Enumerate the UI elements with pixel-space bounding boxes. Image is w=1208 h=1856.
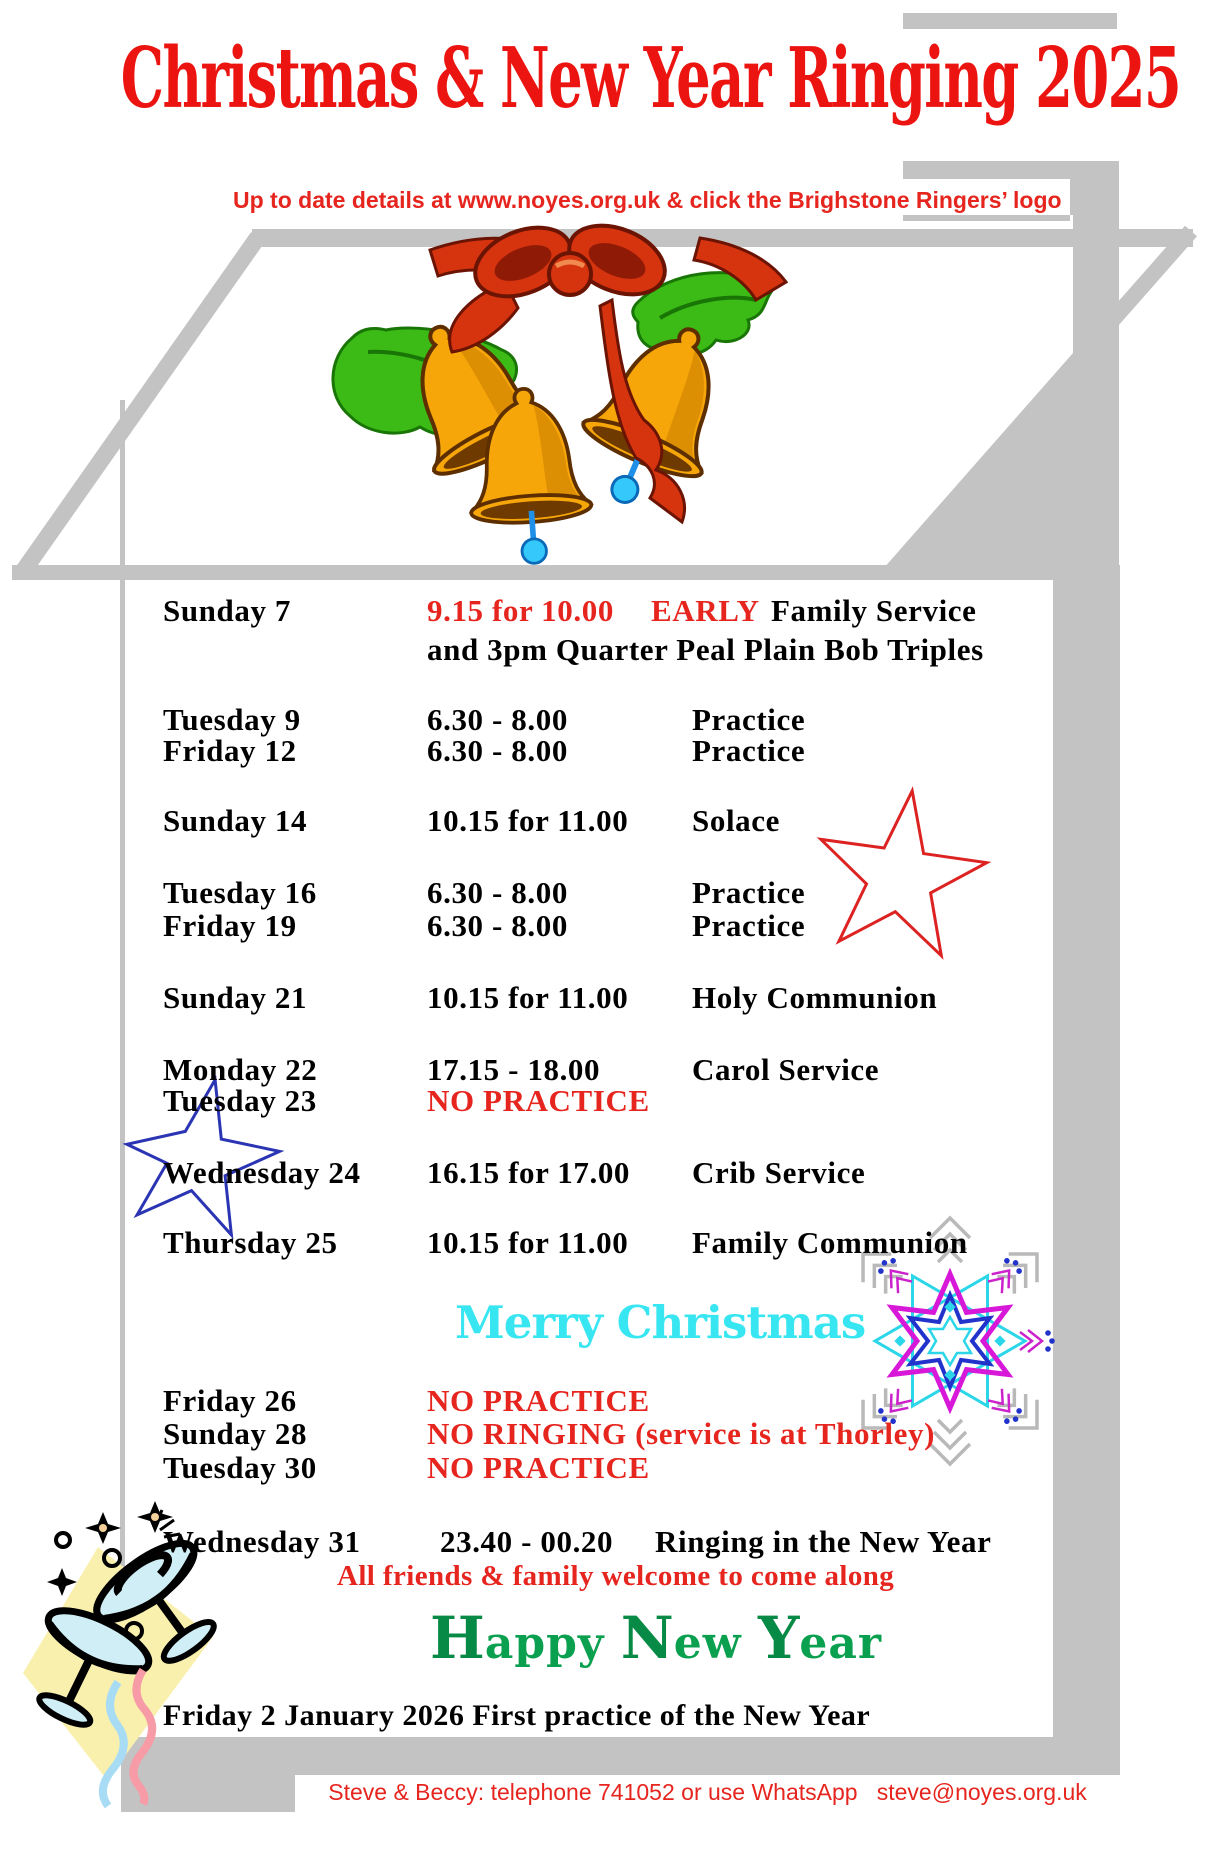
row-event: Ringing in the New Year <box>655 1524 992 1559</box>
row-no-practice: NO PRACTICE <box>427 1383 650 1418</box>
row-day: Sunday 14 <box>163 803 308 838</box>
row-day: Tuesday 16 <box>163 875 317 910</box>
row-day: Wednesday 31 <box>163 1524 361 1559</box>
row-no-ringing: NO RINGING (service is at Thorley) <box>427 1416 936 1451</box>
row-event: Crib Service <box>692 1155 866 1190</box>
row-event: Family Service <box>771 593 977 628</box>
row-no-practice: NO PRACTICE <box>427 1083 650 1118</box>
row-no-practice: NO PRACTICE <box>427 1450 650 1485</box>
row-time: 6.30 - 8.00 <box>427 908 568 943</box>
first-practice-text: Friday 2 January 2026 First practice of the New Year <box>163 1699 871 1732</box>
row-time: 16.15 for 17.00 <box>427 1155 631 1190</box>
row-continuation: and 3pm Quarter Peal Plain Bob Triples <box>427 632 984 667</box>
row-time: 6.30 - 8.00 <box>427 702 568 737</box>
ornate-initial-y: Y <box>757 1604 800 1672</box>
row-day: Sunday 7 <box>163 593 292 628</box>
poster-title: Christmas & New Year Ringing 2025 <box>120 30 1181 128</box>
row-day: Sunday 28 <box>163 1416 308 1451</box>
row-highlight: EARLY <box>651 593 760 628</box>
happy-new-year-text <box>430 1604 882 1672</box>
row-event: Practice <box>692 702 806 737</box>
row-time: 6.30 - 8.00 <box>427 733 568 768</box>
row-day: Friday 19 <box>163 908 297 943</box>
row-event: Family Communion <box>692 1225 968 1260</box>
row-day: Tuesday 23 <box>163 1083 317 1118</box>
row-day: Wednesday 24 <box>163 1155 361 1190</box>
all-friends-text: All friends & family welcome to come along <box>337 1560 895 1592</box>
row-day: Tuesday 30 <box>163 1450 317 1485</box>
ornate-initial-h: H <box>430 1604 485 1672</box>
row-day: Friday 26 <box>163 1383 297 1418</box>
row-time: 10.15 for 11.00 <box>427 803 629 838</box>
row-time: 10.15 for 11.00 <box>427 1225 629 1260</box>
row-event: Holy Communion <box>692 980 938 1015</box>
row-time: 6.30 - 8.00 <box>427 875 568 910</box>
row-event: Carol Service <box>692 1052 880 1087</box>
row-day: Thursday 25 <box>163 1225 338 1260</box>
hny-text: ew <box>673 1618 758 1669</box>
hny-text: ear <box>799 1618 883 1669</box>
row-event: Practice <box>692 733 806 768</box>
row-event: Solace <box>692 803 780 838</box>
row-time: 17.15 - 18.00 <box>427 1052 601 1087</box>
row-day: Monday 22 <box>163 1052 318 1087</box>
poster-subtitle: Up to date details at www.noyes.org.uk & click the Brighstone Ringers’ logo <box>233 187 1062 213</box>
row-time: 23.40 - 00.20 <box>440 1524 614 1559</box>
hny-text: appy <box>484 1618 621 1669</box>
row-day: Sunday 21 <box>163 980 308 1015</box>
merry-christmas-text: Merry Christmas <box>455 1296 866 1349</box>
row-time: 9.15 for 10.00 <box>427 593 614 628</box>
row-day: Tuesday 9 <box>163 702 301 737</box>
row-time: 10.15 for 11.00 <box>427 980 629 1015</box>
row-event: Practice <box>692 875 806 910</box>
row-day: Friday 12 <box>163 733 297 768</box>
footer-contact-text: Steve & Beccy: telephone 741052 or use WhatsApp steve@noyes.org.uk <box>328 1779 1087 1805</box>
row-event: Practice <box>692 908 806 943</box>
ornate-initial-n: N <box>620 1604 674 1672</box>
